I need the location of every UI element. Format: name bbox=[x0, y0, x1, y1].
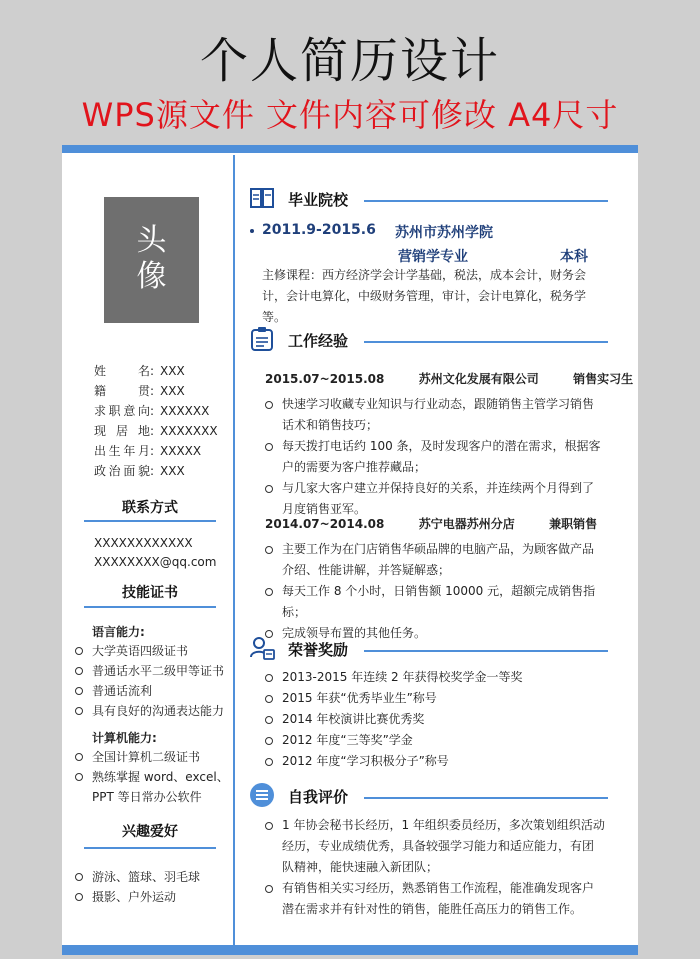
banner-title: 个人简历设计 bbox=[199, 33, 500, 89]
info-row: 出生年月 : XXXXX bbox=[94, 441, 218, 461]
list-item: 2013-2015 年连续 2 年获得校奖学金一等奖 bbox=[265, 667, 605, 688]
self-eval-list bbox=[265, 815, 605, 920]
avatar-text-2: 像 bbox=[136, 259, 167, 294]
list-item: 熟练掌握 word、excel、 bbox=[72, 767, 229, 787]
info-value: XXX bbox=[160, 464, 185, 478]
info-row: 姓名 : XXX bbox=[94, 361, 218, 381]
list-item: 具有良好的沟通表达能力 bbox=[72, 701, 224, 721]
info-label: 籍贯 bbox=[94, 384, 150, 398]
work-divider bbox=[364, 341, 608, 343]
education-degree: 本科 bbox=[560, 249, 588, 265]
list-item: 大学英语四级证书 bbox=[72, 641, 224, 661]
honors-list bbox=[265, 667, 605, 772]
award-person-icon bbox=[249, 635, 275, 661]
avatar-text-1: 头 bbox=[136, 223, 167, 258]
info-value: XXXXXXX bbox=[160, 424, 218, 438]
info-row: 政治面貌 : XXX bbox=[94, 461, 218, 481]
list-item: 有销售相关实习经历，熟悉销售工作流程，能准确发现客户潜在需求并有针对性的销售，能胜任高压力的销售工作。 bbox=[265, 878, 605, 920]
list-item: 2014 年校演讲比赛优秀奖 bbox=[265, 709, 605, 730]
list-item: 主要工作为在门店销售华硕品牌的电脑产品，为顾客做产品介绍、性能讲解，并答疑解惑； bbox=[265, 539, 605, 581]
contact-heading: 联系方式 bbox=[122, 500, 178, 516]
list-item: 游泳、篮球、羽毛球 bbox=[72, 867, 200, 887]
job-position: 兼职销售 bbox=[549, 517, 598, 531]
job-header bbox=[265, 370, 633, 387]
skills-divider bbox=[84, 606, 216, 608]
education-courses: 主修课程：西方经济学会计学基础，税法，成本会计，财务会计，会计电算化，中级财务管理，审计，会计电算化，税务学等。 bbox=[262, 268, 587, 324]
banner-subtitle: WPS源文件 文件内容可修改 A4尺寸 bbox=[81, 96, 619, 134]
job-company: 苏宁电器苏州分店 bbox=[418, 517, 515, 531]
skills-heading: 技能证书 bbox=[122, 585, 178, 601]
list-item: 每天工作 8 个小时，日销售额 10000 元，超额完成销售指标； bbox=[265, 581, 605, 623]
list-item: 2012 年度“学习积极分子”称号 bbox=[265, 751, 605, 772]
resume-page bbox=[62, 145, 638, 955]
language-heading: 语言能力: bbox=[92, 625, 145, 639]
language-list bbox=[72, 641, 224, 721]
list-item: 1 年协会秘书长经历，1 年组织委员经历，多次策划组织活动经历，专业成绩优秀，具备较强学习能力和适应能力，有团队精神，能快速融入新团队； bbox=[265, 815, 605, 878]
list-item: 普通话水平二级甲等证书 bbox=[72, 661, 224, 681]
list-circle-icon bbox=[249, 782, 275, 808]
list-item: 普通话流利 bbox=[72, 681, 224, 701]
info-value: XXX bbox=[160, 364, 185, 378]
list-item: 每天拨打电话约 100 条，及时发现客户的潜在需求，根据客户的需要为客户推荐藏品； bbox=[265, 436, 605, 478]
info-label: 政治面貌 bbox=[94, 464, 150, 478]
personal-info bbox=[94, 361, 218, 481]
computer-heading: 计算机能力: bbox=[92, 731, 157, 745]
info-value: XXXXXX bbox=[160, 404, 210, 418]
education-divider bbox=[364, 200, 608, 202]
clipboard-icon bbox=[249, 326, 275, 352]
hobbies-heading: 兴趣爱好 bbox=[122, 824, 178, 840]
job-position: 销售实习生 bbox=[573, 372, 634, 386]
info-value: XXX bbox=[160, 384, 185, 398]
top-accent-bar bbox=[62, 145, 638, 153]
list-item: 2012 年度“三等奖”学金 bbox=[265, 730, 605, 751]
list-item: 2015 年获“优秀毕业生”称号 bbox=[265, 688, 605, 709]
computer-list bbox=[72, 747, 229, 807]
info-label: 求职意向 bbox=[94, 404, 150, 418]
education-date: 2011.9-2015.6 bbox=[262, 222, 376, 238]
list-item: 快速学习收藏专业知识与行业动态，跟随销售主管学习销售话术和销售技巧； bbox=[265, 394, 605, 436]
info-row: 籍贯 : XXX bbox=[94, 381, 218, 401]
self-eval-heading: 自我评价 bbox=[288, 788, 349, 806]
list-item: 完成领导布置的其他任务。 bbox=[265, 623, 605, 644]
job-duties bbox=[265, 539, 605, 644]
info-row: 求职意向 : XXXXXX bbox=[94, 401, 218, 421]
list-item-continued: PPT 等日常办公软件 bbox=[92, 790, 202, 804]
list-item: 摄影、户外运动 bbox=[72, 887, 200, 907]
contact-block bbox=[94, 534, 216, 572]
bottom-accent-bar bbox=[62, 945, 638, 955]
info-value: XXXXX bbox=[160, 444, 202, 458]
education-school: 苏州市苏州学院 bbox=[395, 225, 493, 241]
info-row: 现居地 : XXXXXXX bbox=[94, 421, 218, 441]
info-label: 出生年月 bbox=[94, 444, 150, 458]
contact-email[interactable]: XXXXXXXX@qq.com bbox=[94, 555, 217, 569]
info-label: 现居地 bbox=[94, 424, 150, 438]
contact-phone[interactable]: XXXXXXXXXXXX bbox=[94, 536, 193, 550]
education-major: 营销学专业 bbox=[398, 249, 468, 265]
column-divider bbox=[233, 155, 235, 945]
work-heading: 工作经验 bbox=[288, 332, 349, 350]
job-date: 2014.07~2014.08 bbox=[265, 517, 385, 531]
job-header bbox=[265, 515, 597, 532]
avatar-placeholder[interactable] bbox=[104, 197, 199, 323]
honors-heading: 荣誉奖励 bbox=[288, 641, 349, 659]
job-company: 苏州文化发展有限公司 bbox=[418, 372, 539, 386]
contact-divider bbox=[84, 520, 216, 522]
list-item: 与几家大客户建立并保持良好的关系，并连续两个月得到了月度销售亚军。 bbox=[265, 478, 605, 520]
hobbies-list bbox=[72, 867, 200, 907]
self-eval-divider bbox=[364, 797, 608, 799]
job-duties bbox=[265, 394, 605, 520]
education-heading: 毕业院校 bbox=[288, 191, 349, 209]
hobbies-divider bbox=[84, 847, 216, 849]
info-label: 姓名 bbox=[94, 364, 150, 378]
job-date: 2015.07~2015.08 bbox=[265, 372, 385, 386]
list-item: 全国计算机二级证书 bbox=[72, 747, 229, 767]
honors-divider bbox=[364, 650, 608, 652]
book-icon bbox=[249, 185, 275, 211]
